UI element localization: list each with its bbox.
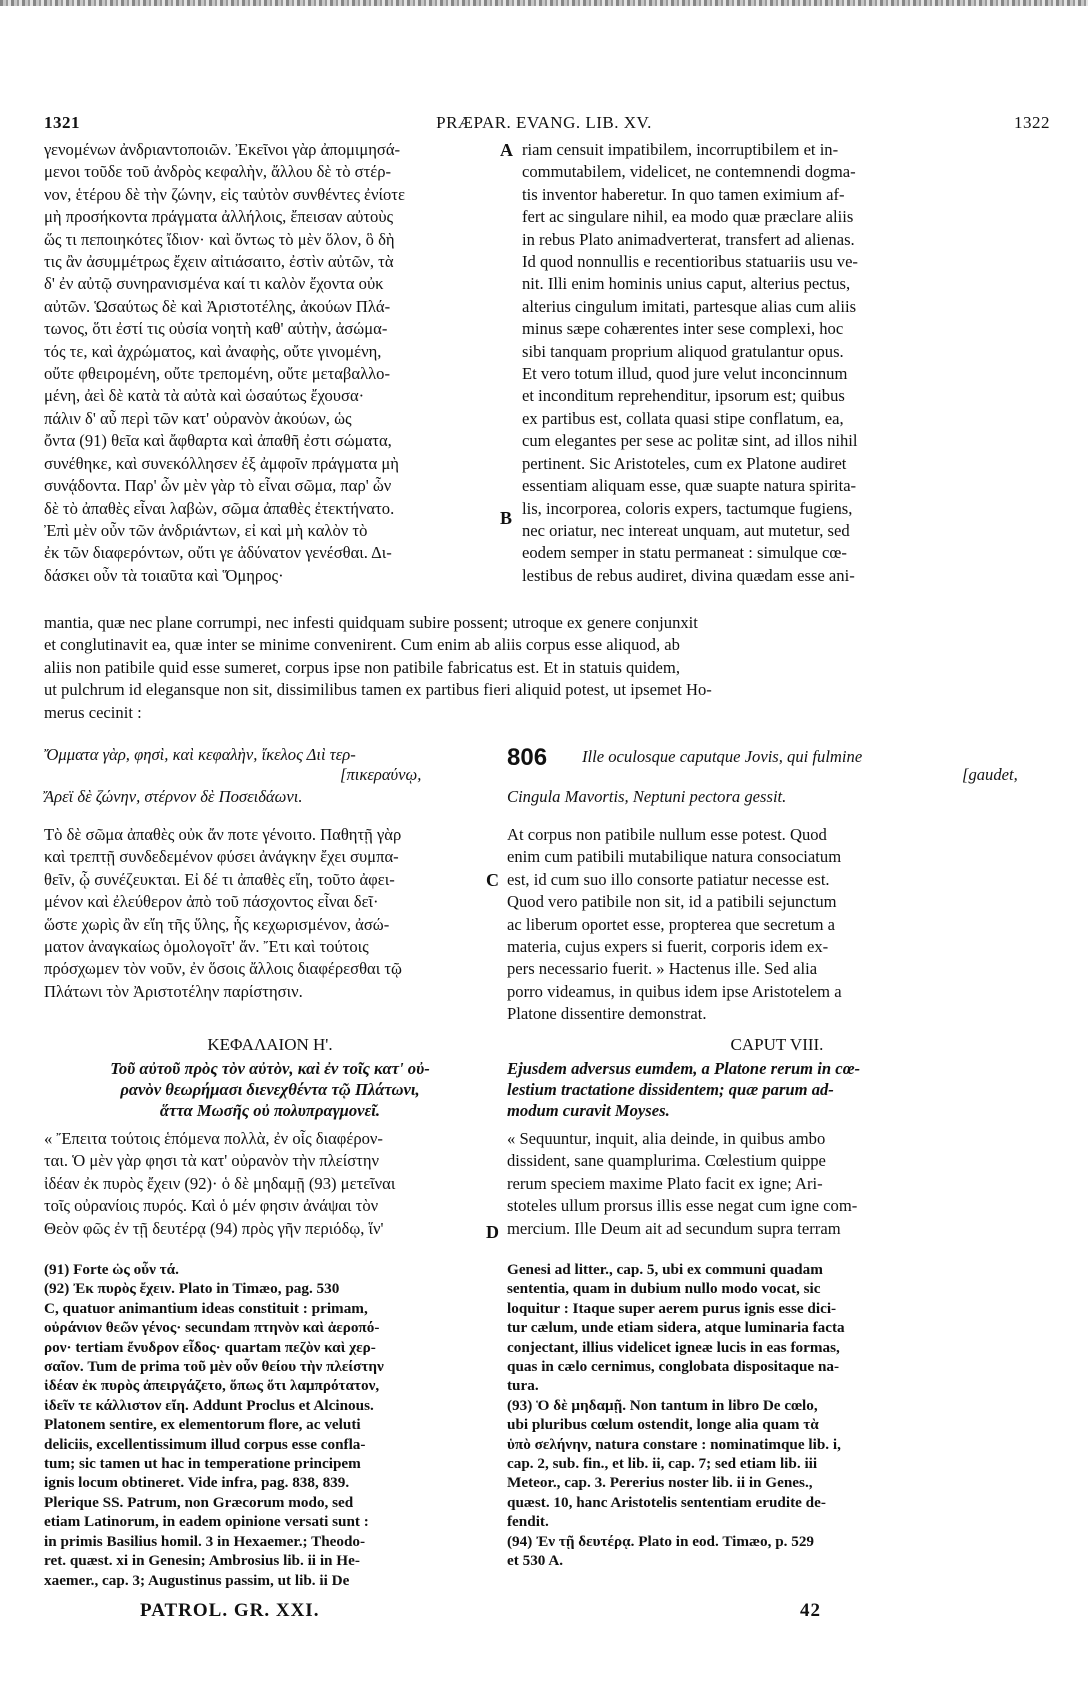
greek-verse-line-1-continuation: [πικεραύνῳ, <box>340 765 422 784</box>
latin-verse-line-2: Cingula Mavortis, Neptuni pectora gessit. <box>507 787 787 806</box>
footnotes-left: (91) Forte ὡς οὖν τά. (92) Ἐκ πυρὸς ἔχειν. Plato in Timæo, pag. 530 C, quatuor animantium ideas constituit : primam, οὐράνιον θεῶν γένος· secundam πτηνὸν καὶ ἀεροπό- ρον· tertiam ἔνυδρον εἶδος· quartam πεζὸν καὶ χερ- σαῖον. Tum de prima τοῦ μὲν οὖν θείου τὴν πλείστην ἰδέαν ἐκ πυρὸς ἀπειργάζετο, ὅπως ὅτι λαμπρότατον, ἰδεῖν τε κάλλιστον εἴη. Addunt Proclus et Alcinous. Platonem sentire, ex elementorum flore, ac veluti deliciis, excellentissimum illud corpus esse confla- tum; sic tamen ut hac in temperatione principem ignis locum obtineret. Vide infra, pag. 838, 839. Plerique SS. Patrum, non Græcorum modo, sed etiam Latinorum, in eadem opinione versati sunt : in primis Basilius homil. 3 in Hexaemer.; Theodo- ret. quæst. xi in Genesin; Ambrosius lib. ii in He- xaemer., cap. 3; Augustinus passim, ut lib. ii De <box>44 1261 384 1589</box>
latin-chapter-text: « Sequuntur, inquit, alia deinde, in quibus ambo dissident, sane quamplurima. Cœlestium quippe rerum speciem maxime Plato facit ex igne; Ari- stoteles ullum prorsus illis esse negat cum igne com- mercium. Ille Deum ait ad secundum supra terram <box>507 1129 858 1238</box>
greek-verse-line-2: Ἄρεϊ δὲ ζώνην, στέρνον δὲ Ποσειδάωνι. <box>44 787 303 806</box>
greek-chapter-subtitle: Τοῦ αὐτοῦ πρὸς τὸν αὐτὸν, καὶ ἐν τοῖς κατ' οὐ- ρανὸν θεωρήμασι διενεχθέντα τῷ Πλάτωνι, ἅττα Μωσῆς οὐ πολυπραγμονεῖ. <box>110 1059 430 1120</box>
margin-marker-d: D <box>486 1222 499 1242</box>
latin-verse-line-1-continuation: [gaudet, <box>962 765 1018 784</box>
latin-column-top: riam censuit impatibilem, incorruptibilem et in- commutabilem, videlicet, ne contemnendi dogma- tis inventor haberetur. In quo tamen eximium af- fert ac singulare nihil, ea modo quæ præclare aliis in rebus Plato animadverterat, transfert ad alienas. Id quod nonnullis e recentioribus statuariis usu ve- nit. Illi enim hominis unius caput, alterius pectus, alterius cingulum imitati, partesque alias cum aliis minus sæpe cohærentes inter sese complexi, hoc sibi tanquam proprium aliquod gratulantur opus. Et vero totum illud, quod jure velut inconcinnum et inconditum reprehenditur, ipsorum est; quibus ex partibus est, collata quasi stipe conflatum, ea, cum elegantes per sese ac politæ sint, ad illos nihil pertinent. Sic Aristoteles, cum ex Platone audiret essentiam aliquam esse, quæ suapte natura spirita- lis, incorporea, coloris expers, tactumque fugiens, nec oriatur, nec intereat unquam, aut mutetur, sed eodem semper in statu permaneat : simulque cœ- lestibus de rebus audiret, divina quædam esse ani- <box>522 140 858 585</box>
greek-column-middle: Τὸ δὲ σῶμα ἀπαθὲς οὐκ ἄν ποτε γένοιτο. Παθητῇ γὰρ καὶ τρεπτῇ συνδεδεμένον φύσει ἀνάγκην ἔχει συμπα- θεῖν, ᾧ συνέζευκται. Εἰ δέ τι ἀπαθὲς εἴη, τοῦτο ἀφει- μένον καὶ ἐλεύθερον ἀπὸ τοῦ πάσχοντος εἶναι δεῖ· ὥστε χωρὶς ἂν εἴη τῆς ὕλης, ἧς κεχωρισμένον, ἀσώ- ματον ἀναγκαίως ὁμολογοῖτ' ἄν. Ἔτι καὶ τούτοις πρόσχωμεν τὸν νοῦν, ἐν ὅσοις ἄλλοις διαφέρεσθαι τῷ Πλάτωνι τὸν Ἀριστοτέλην παρίστησιν. <box>44 825 402 1001</box>
latin-column-middle: At corpus non patibile nullum esse potest. Quod enim cum patibili mutabilique natura consociatum est, id cum suo illo consorte patiatur necesse est. Quod vero patibile non sit, id a patibili sejunctum ac liberum oportet esse, propterea que secretum a materia, cujus expers si fuerit, corporis idem ex- pers necessario fuerit. » Hactenus ille. Sed alia porro videamus, in quibus idem ipse Aristotelem a Platone dissentire demonstrat. <box>507 825 842 1024</box>
section-number: 806 <box>507 744 548 771</box>
series-signature: PATROL. GR. XXI. <box>140 1600 320 1621</box>
page-number-left: 1321 <box>44 113 80 132</box>
margin-marker-c: C <box>486 870 499 890</box>
scan-edge-artifact <box>0 0 1088 6</box>
latin-chapter-heading: CAPUT VIII. <box>730 1035 824 1054</box>
greek-chapter-text: « Ἔπειτα τούτοις ἑπόμενα πολλὰ, ἐν οἷς διαφέρον- ται. Ὁ μὲν γὰρ φησι τὰ κατ' οὐρανὸν τὴν πλείστην ἰδέαν ἐκ πυρὸς ἔχειν (92)· ὁ δὲ μηδαμῇ (93) μετεῖναι τοῖς οὐρανίοις πυρός. Καὶ ὁ μέν φησιν ἀνάψαι τὸν Θεὸν φῶς ἐν τῇ δευτέρᾳ (94) πρὸς γῆν περιόδῳ, ἵν' <box>44 1129 396 1238</box>
gathering-number: 42 <box>800 1600 821 1621</box>
running-title: PRÆPAR. EVANG. LIB. XV. <box>436 113 652 132</box>
latin-verse-line-1: Ille oculosque caputque Jovis, qui fulmine <box>582 747 863 766</box>
margin-marker-b: B <box>500 508 513 528</box>
greek-column-top: γενομένων ἀνδριαντοποιῶν. Ἐκεῖνοι γὰρ ἀπομιμησά- μενοι τοῦδε τοῦ ἀνδρὸς κεφαλὴν, ἄλλου δὲ τὸ στέρ- νον, ἑτέρου δὲ τὴν ζώνην, εἰς ταὐτὸν συνθέντες ἐνίοτε μὴ προσήκοντα πράγματα ἀλλήλοις, ἔπεισαν αὐτοὺς ὥς τι πεποιηκότες ἴδιον· καὶ ὄντως τὸ μὲν ὅλον, ὃ δὴ τις ἂν ἀσυμμέτρως ἔχειν αἰτιάσαιτο, ἐστὶν αὐτῶν, τὰ δ' ἐν αὐτῷ συνηρανισμένα καί τι καλὸν ἔχοντα οὐκ αὐτῶν. Ὡσαύτως δὲ καὶ Ἀριστοτέλης, ἀκούων Πλά- τωνος, ὅτι ἐστί τις οὐσία νοητὴ καθ' αὑτὴν, ἀσώμα- τός τε, καὶ ἀχρώματος, καὶ ἀναφὴς, οὔτε γινομένη, οὔτε φθειρομένη, οὔτε τρεπομένη, οὔτε μεταβαλλο- μένη, ἀεὶ δὲ κατὰ τὰ αὐτὰ καὶ ὡσαύτως ἔχουσα· πάλιν δ' αὖ περὶ τῶν κατ' οὐρανὸν ἀκούων, ὡς ὄντα (91) θεῖα καὶ ἄφθαρτα καὶ ἀπαθῆ ἐστι σώματα, συνέθηκε, καὶ συνεκόλλησεν ἐξ ἀμφοῖν πράγματα μὴ συνᾴδοντα. Παρ' ὧν μὲν γὰρ τὸ εἶναι σῶμα, παρ' ὧν δὲ τὸ ἀπαθὲς εἶναι λαβὼν, σῶμα ἀπαθὲς ἐτεκτήνατο. Ἐπὶ μὲν οὖν τῶν ἀνδριάντων, εἰ καὶ μὴ καλὸν τὸ ἐκ τῶν διαφερόντων, οὔτι γε ἀδύνατον γενέσθαι. Δι- δάσκει οὖν τὰ τοιαῦτα καὶ Ὅμηρος· <box>44 140 405 585</box>
greek-verse-line-1: Ὄμματα γὰρ, φησὶ, καὶ κεφαλὴν, ἴκελος Διὶ τερ- <box>44 745 356 764</box>
footnotes-right: Genesi ad litter., cap. 5, ubi ex communi quadam sententia, quam in dubium nullo modo vocat, sic loquitur : Itaque super aerem purus ignis esse dici- tur cælum, unde etiam sidera, atque luminaria facta conjectant, illius videlicet igneæ lucis in eas formas, quas in cælo cernimus, conglobata dispositaque na- tura. (93) Ὁ δὲ μηδαμῇ. Non tantum in libro De cœlo, ubi pluribus cœlum ostendit, longe alia quam τὰ ὑπὸ σελήνην, natura constare : nominatimque lib. i, cap. 2, sub. fin., et lib. ii, cap. 7; sed etiam lib. iii Meteor., cap. 3. Pererius noster lib. ii in Genes., quæst. 10, hanc Aristotelis sententiam erudite de- fendit. (94) Ἐν τῇ δευτέρᾳ. Plato in eod. Timæo, p. 529 et 530 A. <box>507 1261 845 1570</box>
latin-full-width-paragraph: mantia, quæ nec plane corrumpi, nec infesti quidquam subire possent; utroque ex genere conjunxit et conglutinavit ea, quæ inter se minime convenirent. Cum enim ab aliis corpus esse aliquod, ab aliis non patibile quid esse sumeret, corpus ipse non patibile fabricatus est. Et in statuis quidem, ut pulchrum id elegansque non sit, dissimilibus tamen ex partibus fieri aliquid potest, ut ipsemet Ho- merus cecinit : <box>44 613 712 722</box>
greek-chapter-heading: ΚΕΦΑΛΑΙΟΝ Η'. <box>207 1035 333 1054</box>
latin-chapter-subtitle: Ejusdem adversus eumdem, a Platone rerum in cœ- lestium tractatione dissidentem; quæ parum ad- modum curavit Moyses. <box>507 1059 861 1120</box>
page-number-right: 1322 <box>1014 113 1050 132</box>
margin-marker-a: A <box>500 140 513 160</box>
